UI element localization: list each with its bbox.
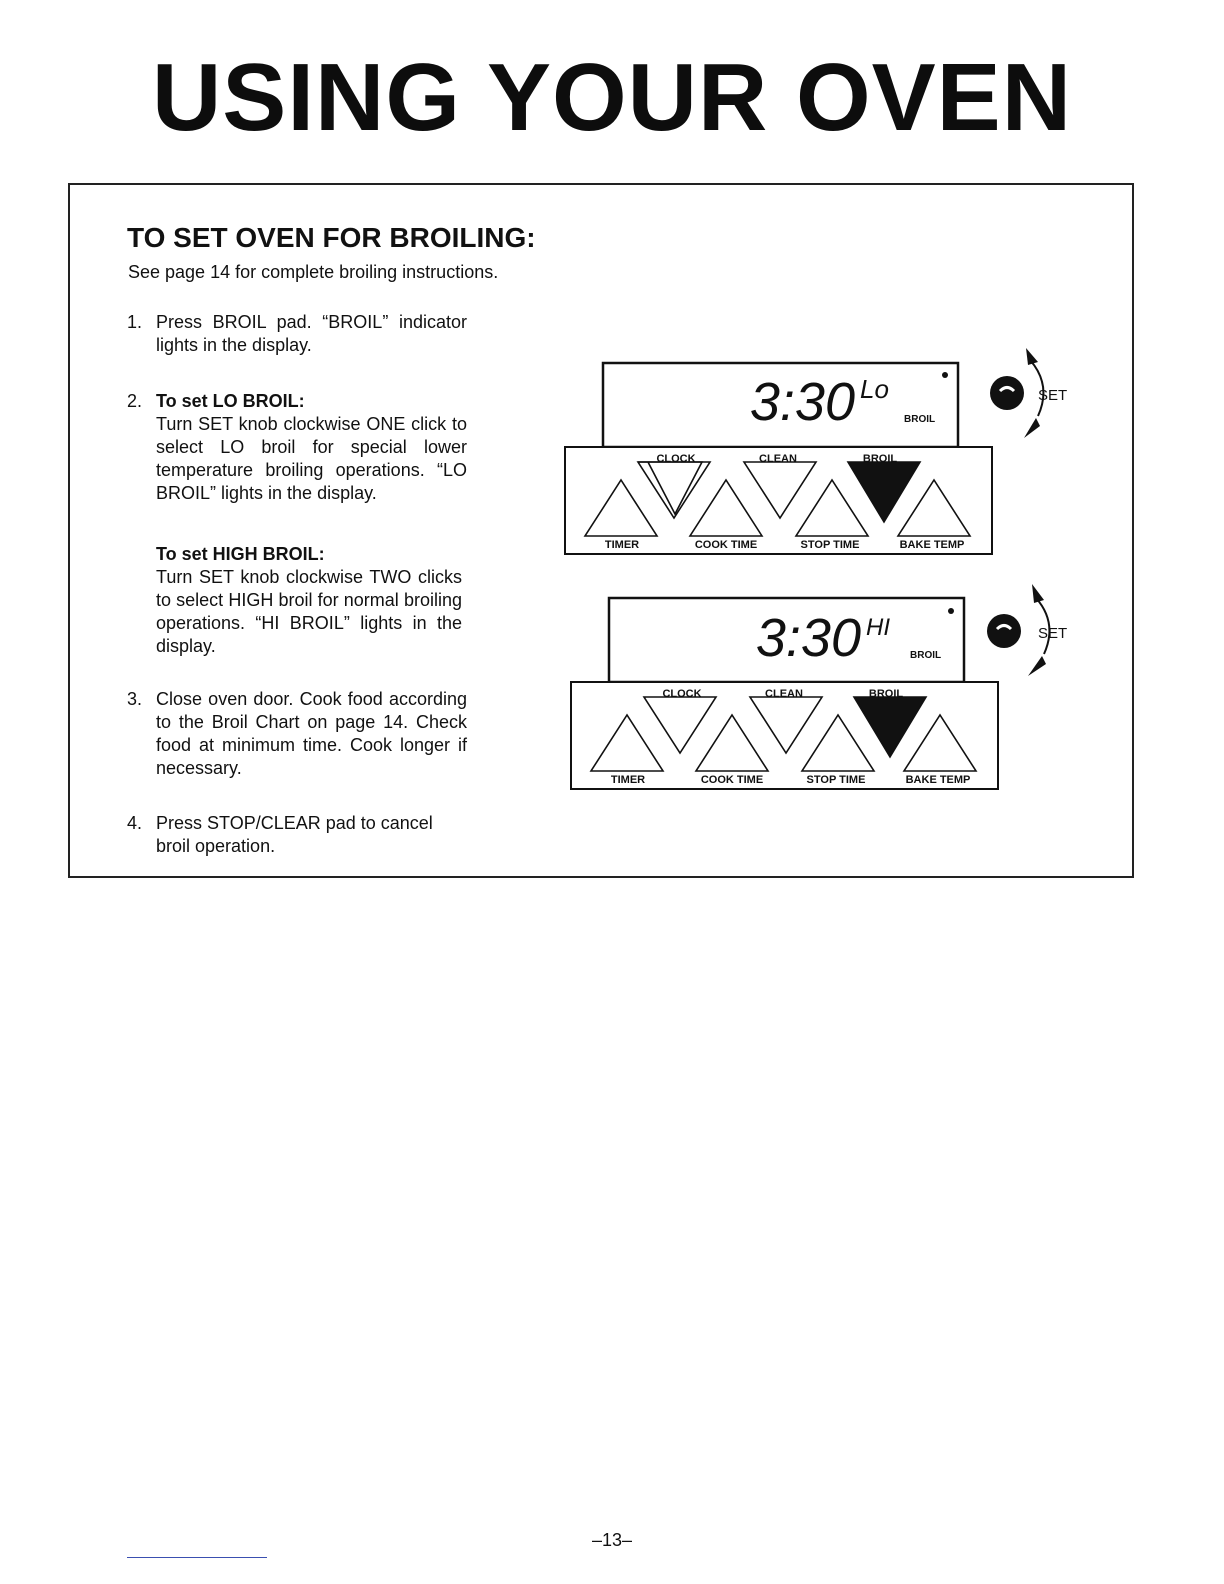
high-broil-text: Turn SET knob clockwise TWO clicks to select HIGH broil for normal broiling operations. “HI BROIL” lights in the display.	[156, 567, 462, 656]
set-label: SET	[1038, 387, 1068, 404]
bake-temp-label: BAKE TEMP	[899, 539, 965, 551]
step-text: Close oven door. Cook food according to the Broil Chart on page 14. Check food at minimum time. Cook longer if necessary.	[156, 689, 467, 778]
lo-broil-panel-illustration	[560, 340, 1080, 565]
arrow-icon	[1026, 348, 1038, 365]
step-2	[127, 390, 467, 505]
high-broil-title: To set HIGH BROIL:	[156, 544, 325, 564]
arrow-icon	[1024, 418, 1040, 438]
section-heading: TO SET OVEN FOR BROILING:	[127, 222, 536, 253]
timer-label: TIMER	[604, 539, 640, 551]
display-time: 3:30	[749, 372, 855, 432]
set-label: SET	[1038, 625, 1068, 642]
step-number: 2.	[127, 391, 143, 411]
display-mode: HI	[866, 614, 890, 641]
intro-text: See page 14 for complete broiling instructions.	[128, 262, 499, 282]
high-broil-block	[156, 543, 462, 658]
step-text: Press BROIL pad. “BROIL” indicator lights in the display.	[156, 312, 467, 355]
display-time: 3:30	[755, 608, 861, 668]
lo-broil-title: To set LO BROIL:	[156, 391, 305, 411]
step-number: 3.	[127, 689, 143, 709]
stop-time-label: STOP TIME	[806, 774, 866, 786]
cook-time-label: COOK TIME	[694, 539, 758, 551]
stop-time-label: STOP TIME	[800, 539, 860, 551]
clean-label: CLEAN	[759, 453, 797, 465]
clock-label: CLOCK	[656, 453, 696, 465]
page-number: –13–	[591, 1530, 633, 1550]
step-4	[127, 812, 467, 858]
step-1	[127, 311, 467, 357]
broil-indicator: BROIL	[904, 414, 936, 425]
step-text: Press STOP/CLEAR pad to cancel broil operation.	[156, 813, 433, 856]
clock-label: CLOCK	[662, 688, 702, 700]
timer-label: TIMER	[610, 774, 646, 786]
step-number: 1.	[127, 312, 143, 332]
footer-rule	[127, 1557, 267, 1558]
step-number: 4.	[127, 813, 143, 833]
display-mode: Lo	[860, 374, 889, 404]
arrow-icon	[1032, 584, 1044, 603]
page-title: USING YOUR OVEN	[151, 44, 1073, 151]
lo-broil-text: Turn SET knob clockwise ONE click to select LO broil for special lower temperature broiling operations. “LO BROIL” lights in the display.	[156, 414, 467, 503]
cook-time-label: COOK TIME	[700, 774, 764, 786]
clean-label: CLEAN	[765, 688, 803, 700]
set-knob-icon[interactable]	[987, 614, 1021, 648]
step-3	[127, 688, 467, 780]
hi-broil-panel-illustration	[566, 578, 1086, 803]
bake-temp-label: BAKE TEMP	[905, 774, 971, 786]
broil-label: BROIL	[868, 688, 904, 700]
arrow-icon	[1028, 656, 1046, 676]
set-knob-icon[interactable]	[990, 376, 1024, 410]
broil-label: BROIL	[862, 453, 898, 465]
broil-indicator: BROIL	[910, 650, 942, 661]
